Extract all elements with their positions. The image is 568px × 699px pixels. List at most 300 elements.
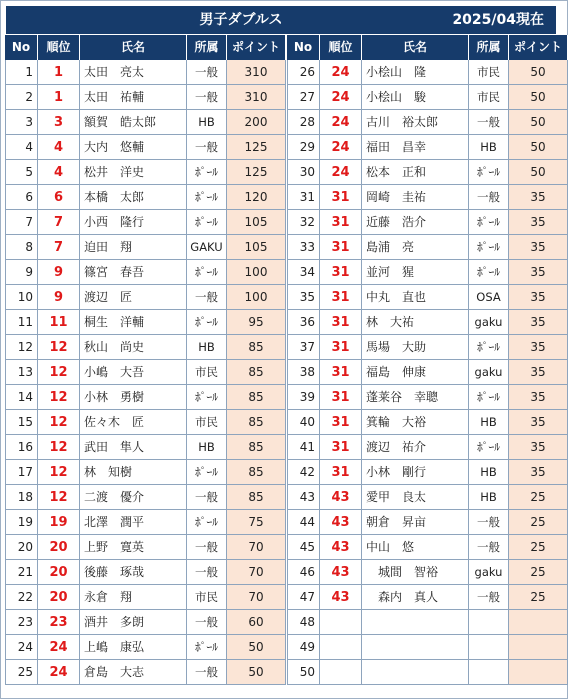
cell-rank: 31 [320, 260, 362, 285]
page-title: 男子ダブルス [199, 12, 283, 28]
cell-name: 迫田 翔 [80, 235, 187, 260]
cell-pts [509, 635, 568, 660]
cell-rank: 1 [38, 85, 80, 110]
table-row [5, 210, 286, 235]
cell-aff: ﾎﾟｰﾙ [469, 235, 509, 260]
cell-no: 41 [287, 435, 320, 460]
table-row [287, 435, 568, 460]
cell-aff: 一般 [187, 485, 227, 510]
table-row [287, 185, 568, 210]
cell-rank: 4 [38, 160, 80, 185]
cell-rank: 31 [320, 385, 362, 410]
cell-no: 14 [5, 385, 38, 410]
cell-pts: 50 [509, 135, 568, 160]
cell-pts: 25 [509, 560, 568, 585]
cell-pts: 70 [227, 535, 286, 560]
table-row [5, 585, 286, 610]
cell-aff: ﾎﾟｰﾙ [187, 260, 227, 285]
table-row [287, 60, 568, 85]
table-row [287, 85, 568, 110]
cell-no: 31 [287, 185, 320, 210]
cell-no: 39 [287, 385, 320, 410]
cell-aff: ﾎﾟｰﾙ [187, 160, 227, 185]
cell-name: 島浦 亮 [362, 235, 469, 260]
cell-rank: 24 [38, 635, 80, 660]
table-row [287, 485, 568, 510]
cell-name: 太田 祐輔 [80, 85, 187, 110]
cell-rank: 20 [38, 535, 80, 560]
cell-no: 26 [287, 60, 320, 85]
cell-pts: 85 [227, 485, 286, 510]
cell-name: 林 知樹 [80, 460, 187, 485]
cell-pts: 85 [227, 410, 286, 435]
cell-name: 渡辺 匠 [80, 285, 187, 310]
cell-pts: 35 [509, 210, 568, 235]
cell-aff: ﾎﾟｰﾙ [187, 635, 227, 660]
cell-pts: 50 [509, 85, 568, 110]
cell-no: 2 [5, 85, 38, 110]
cell-rank: 31 [320, 360, 362, 385]
cell-name: 上嶋 康弘 [80, 635, 187, 660]
cell-name: 秋山 尚史 [80, 335, 187, 360]
cell-aff: 一般 [187, 285, 227, 310]
cell-no: 33 [287, 235, 320, 260]
cell-name: 後藤 琢哉 [80, 560, 187, 585]
cell-pts: 50 [509, 160, 568, 185]
cell-name: 城間 智裕 [362, 560, 469, 585]
cell-aff: 市民 [469, 60, 509, 85]
cell-aff: 一般 [187, 660, 227, 685]
cell-name: 岡崎 圭祐 [362, 185, 469, 210]
cell-no: 15 [5, 410, 38, 435]
table-row [5, 135, 286, 160]
table-row [287, 610, 568, 635]
cell-aff: 市民 [187, 410, 227, 435]
cell-rank: 43 [320, 560, 362, 585]
cell-no: 45 [287, 535, 320, 560]
cell-pts: 25 [509, 585, 568, 610]
cell-no: 13 [5, 360, 38, 385]
header-name-left: 氏名 [80, 35, 187, 60]
cell-no: 10 [5, 285, 38, 310]
header-points-right: ポイント [509, 35, 568, 60]
cell-aff: 市民 [469, 85, 509, 110]
cell-rank: 31 [320, 435, 362, 460]
cell-pts: 105 [227, 235, 286, 260]
cell-name: 愛甲 良太 [362, 485, 469, 510]
table-row [5, 360, 286, 385]
cell-aff: HB [187, 110, 227, 135]
cell-pts: 85 [227, 360, 286, 385]
table-row [5, 110, 286, 135]
cell-aff: 一般 [469, 110, 509, 135]
cell-no: 8 [5, 235, 38, 260]
cell-aff: ﾎﾟｰﾙ [469, 160, 509, 185]
cell-name: 小桧山 駿 [362, 85, 469, 110]
cell-pts: 125 [227, 160, 286, 185]
table-row [5, 85, 286, 110]
table-row [287, 510, 568, 535]
cell-name: 森内 真人 [362, 585, 469, 610]
table-row [287, 135, 568, 160]
cell-no: 43 [287, 485, 320, 510]
cell-no: 12 [5, 335, 38, 360]
table-row [287, 410, 568, 435]
cell-name: 古川 裕太郎 [362, 110, 469, 135]
cell-aff: ﾎﾟｰﾙ [469, 435, 509, 460]
cell-name [362, 660, 469, 685]
cell-rank: 31 [320, 285, 362, 310]
cell-rank: 31 [320, 310, 362, 335]
cell-aff: ﾎﾟｰﾙ [187, 310, 227, 335]
cell-no: 47 [287, 585, 320, 610]
cell-name: 大内 悠輔 [80, 135, 187, 160]
cell-aff: ﾎﾟｰﾙ [469, 260, 509, 285]
table-row [5, 660, 286, 685]
cell-no: 32 [287, 210, 320, 235]
cell-name: 近藤 浩介 [362, 210, 469, 235]
cell-aff: gaku [469, 310, 509, 335]
cell-rank: 24 [320, 60, 362, 85]
cell-name: 馬場 大助 [362, 335, 469, 360]
table-row [287, 160, 568, 185]
table-row [5, 560, 286, 585]
cell-name: 桐生 洋輔 [80, 310, 187, 335]
cell-rank: 23 [38, 610, 80, 635]
cell-aff: ﾎﾟｰﾙ [187, 460, 227, 485]
cell-pts: 105 [227, 210, 286, 235]
cell-no: 3 [5, 110, 38, 135]
cell-rank: 24 [320, 135, 362, 160]
cell-name: 松本 正和 [362, 160, 469, 185]
cell-aff: 一般 [469, 585, 509, 610]
cell-aff: HB [469, 485, 509, 510]
cell-rank: 43 [320, 535, 362, 560]
cell-aff [469, 635, 509, 660]
table-row [287, 385, 568, 410]
table-row [5, 485, 286, 510]
cell-rank: 12 [38, 460, 80, 485]
cell-no: 38 [287, 360, 320, 385]
cell-pts: 35 [509, 310, 568, 335]
cell-aff: gaku [469, 560, 509, 585]
cell-no: 7 [5, 210, 38, 235]
cell-aff: ﾎﾟｰﾙ [469, 210, 509, 235]
cell-no: 27 [287, 85, 320, 110]
cell-rank: 24 [320, 85, 362, 110]
cell-rank: 19 [38, 510, 80, 535]
cell-no: 50 [287, 660, 320, 685]
cell-rank: 24 [320, 110, 362, 135]
cell-aff: HB [187, 335, 227, 360]
cell-pts: 35 [509, 285, 568, 310]
cell-pts: 70 [227, 560, 286, 585]
cell-name: 武田 隼人 [80, 435, 187, 460]
table-row [287, 585, 568, 610]
table-row [5, 510, 286, 535]
table-row [287, 335, 568, 360]
cell-pts: 25 [509, 535, 568, 560]
cell-name: 中丸 直也 [362, 285, 469, 310]
cell-no: 23 [5, 610, 38, 635]
cell-pts [509, 610, 568, 635]
table-row [287, 260, 568, 285]
cell-no: 36 [287, 310, 320, 335]
cell-no: 19 [5, 510, 38, 535]
table-row [287, 360, 568, 385]
table-row [5, 60, 286, 85]
header-no-right: No [287, 35, 320, 60]
cell-rank: 43 [320, 585, 362, 610]
cell-name: 篠宮 春吾 [80, 260, 187, 285]
cell-no: 44 [287, 510, 320, 535]
cell-aff: 一般 [187, 560, 227, 585]
cell-name: 小西 隆行 [80, 210, 187, 235]
cell-no: 34 [287, 260, 320, 285]
cell-no: 42 [287, 460, 320, 485]
header-points-left: ポイント [227, 35, 286, 60]
cell-name: 朝倉 昇亩 [362, 510, 469, 535]
cell-pts: 100 [227, 260, 286, 285]
table-row [287, 560, 568, 585]
cell-rank: 12 [38, 335, 80, 360]
cell-pts: 100 [227, 285, 286, 310]
cell-pts: 120 [227, 185, 286, 210]
table-row [287, 210, 568, 235]
cell-name: 小林 剛行 [362, 460, 469, 485]
cell-no: 6 [5, 185, 38, 210]
cell-pts: 75 [227, 510, 286, 535]
table-row [5, 410, 286, 435]
cell-no: 5 [5, 160, 38, 185]
cell-no: 21 [5, 560, 38, 585]
cell-aff: OSA [469, 285, 509, 310]
cell-pts: 35 [509, 410, 568, 435]
header-name-right: 氏名 [362, 35, 469, 60]
cell-name: 本橋 太郎 [80, 185, 187, 210]
cell-name: 太田 亮太 [80, 60, 187, 85]
cell-name: 福田 昌幸 [362, 135, 469, 160]
table-row [287, 110, 568, 135]
cell-rank: 43 [320, 485, 362, 510]
cell-aff: HB [469, 135, 509, 160]
cell-pts: 50 [227, 660, 286, 685]
cell-aff: 一般 [187, 85, 227, 110]
cell-pts: 85 [227, 385, 286, 410]
cell-name: 北澤 潤平 [80, 510, 187, 535]
cell-aff [469, 610, 509, 635]
cell-aff: ﾎﾟｰﾙ [469, 335, 509, 360]
cell-pts: 35 [509, 335, 568, 360]
table-row [5, 610, 286, 635]
table-row [5, 385, 286, 410]
cell-pts: 35 [509, 385, 568, 410]
cell-aff: 一般 [187, 60, 227, 85]
cell-name: 小桧山 隆 [362, 60, 469, 85]
cell-name: 中山 悠 [362, 535, 469, 560]
cell-pts: 50 [227, 635, 286, 660]
cell-pts: 310 [227, 85, 286, 110]
cell-rank: 9 [38, 260, 80, 285]
cell-aff: HB [469, 410, 509, 435]
cell-pts: 85 [227, 435, 286, 460]
cell-aff [469, 660, 509, 685]
cell-no: 35 [287, 285, 320, 310]
cell-aff: ﾎﾟｰﾙ [187, 185, 227, 210]
cell-pts: 200 [227, 110, 286, 135]
table-row [287, 535, 568, 560]
cell-name: 上野 寛英 [80, 535, 187, 560]
cell-aff: ﾎﾟｰﾙ [187, 510, 227, 535]
cell-aff: 一般 [187, 535, 227, 560]
table-row [5, 335, 286, 360]
cell-rank: 31 [320, 460, 362, 485]
cell-name: 蓬莱谷 幸聰 [362, 385, 469, 410]
cell-aff: HB [469, 460, 509, 485]
cell-rank: 1 [38, 60, 80, 85]
cell-no: 48 [287, 610, 320, 635]
cell-name: 二渡 優介 [80, 485, 187, 510]
cell-rank: 24 [320, 160, 362, 185]
cell-aff: 一般 [469, 535, 509, 560]
cell-no: 24 [5, 635, 38, 660]
cell-rank: 31 [320, 185, 362, 210]
cell-no: 40 [287, 410, 320, 435]
header-affiliation-right: 所属 [469, 35, 509, 60]
table-row [5, 285, 286, 310]
cell-aff: gaku [469, 360, 509, 385]
cell-rank: 7 [38, 235, 80, 260]
table-row [5, 460, 286, 485]
cell-name: 福島 伸康 [362, 360, 469, 385]
cell-no: 49 [287, 635, 320, 660]
cell-rank: 12 [38, 360, 80, 385]
cell-rank: 12 [38, 385, 80, 410]
as-of-date: 2025/04現在 [452, 12, 544, 28]
cell-rank: 4 [38, 135, 80, 160]
title-bar [6, 6, 556, 34]
cell-aff: ﾎﾟｰﾙ [187, 385, 227, 410]
cell-rank: 24 [38, 660, 80, 685]
cell-name: 箕輪 大裕 [362, 410, 469, 435]
cell-pts: 35 [509, 235, 568, 260]
cell-no: 11 [5, 310, 38, 335]
header-rank-left: 順位 [38, 35, 80, 60]
cell-name: 渡辺 祐介 [362, 435, 469, 460]
header-affiliation-left: 所属 [187, 35, 227, 60]
cell-name: 酒井 多朗 [80, 610, 187, 635]
table-row [287, 460, 568, 485]
cell-aff: 市民 [187, 360, 227, 385]
cell-no: 1 [5, 60, 38, 85]
cell-no: 25 [5, 660, 38, 685]
cell-aff: 一般 [187, 135, 227, 160]
cell-name: 永倉 翔 [80, 585, 187, 610]
cell-rank: 31 [320, 210, 362, 235]
cell-rank [320, 610, 362, 635]
cell-name: 小林 勇樹 [80, 385, 187, 410]
cell-rank: 6 [38, 185, 80, 210]
cell-aff: 市民 [187, 585, 227, 610]
cell-no: 9 [5, 260, 38, 285]
cell-pts: 310 [227, 60, 286, 85]
cell-name [362, 610, 469, 635]
cell-name: 佐々木 匠 [80, 410, 187, 435]
cell-rank: 12 [38, 485, 80, 510]
cell-no: 18 [5, 485, 38, 510]
cell-pts: 50 [509, 110, 568, 135]
cell-rank: 31 [320, 410, 362, 435]
cell-pts: 35 [509, 460, 568, 485]
table-row [287, 660, 568, 685]
cell-aff: 一般 [469, 510, 509, 535]
cell-rank [320, 660, 362, 685]
table-row [5, 635, 286, 660]
table-row [287, 310, 568, 335]
cell-name: 小嶋 大吾 [80, 360, 187, 385]
cell-aff: 一般 [187, 610, 227, 635]
cell-aff: HB [187, 435, 227, 460]
cell-name: 額賀 皓太郎 [80, 110, 187, 135]
cell-pts: 25 [509, 485, 568, 510]
cell-rank: 7 [38, 210, 80, 235]
cell-name: 林 大祐 [362, 310, 469, 335]
cell-rank [320, 635, 362, 660]
cell-rank: 43 [320, 510, 362, 535]
cell-rank: 20 [38, 585, 80, 610]
cell-name: 並河 猩 [362, 260, 469, 285]
table-row [5, 435, 286, 460]
cell-no: 22 [5, 585, 38, 610]
cell-pts: 60 [227, 610, 286, 635]
cell-name: 松井 洋史 [80, 160, 187, 185]
cell-pts: 125 [227, 135, 286, 160]
cell-pts: 35 [509, 435, 568, 460]
cell-no: 37 [287, 335, 320, 360]
cell-rank: 31 [320, 235, 362, 260]
cell-name: 倉島 大志 [80, 660, 187, 685]
cell-rank: 12 [38, 410, 80, 435]
cell-pts: 95 [227, 310, 286, 335]
cell-aff: GAKU [187, 235, 227, 260]
table-row [5, 235, 286, 260]
header-rank-right: 順位 [320, 35, 362, 60]
cell-rank: 31 [320, 335, 362, 360]
cell-rank: 11 [38, 310, 80, 335]
table-row [5, 185, 286, 210]
cell-pts: 35 [509, 360, 568, 385]
cell-pts: 35 [509, 260, 568, 285]
cell-name [362, 635, 469, 660]
table-row [287, 285, 568, 310]
cell-rank: 3 [38, 110, 80, 135]
cell-no: 46 [287, 560, 320, 585]
cell-pts: 25 [509, 510, 568, 535]
cell-pts: 35 [509, 185, 568, 210]
cell-aff: ﾎﾟｰﾙ [187, 210, 227, 235]
table-row [287, 635, 568, 660]
cell-pts: 85 [227, 335, 286, 360]
cell-pts: 85 [227, 460, 286, 485]
cell-no: 28 [287, 110, 320, 135]
cell-no: 20 [5, 535, 38, 560]
cell-pts: 50 [509, 60, 568, 85]
table-row [287, 235, 568, 260]
cell-no: 16 [5, 435, 38, 460]
cell-aff: ﾎﾟｰﾙ [469, 385, 509, 410]
cell-rank: 9 [38, 285, 80, 310]
header-no-left: No [5, 35, 38, 60]
